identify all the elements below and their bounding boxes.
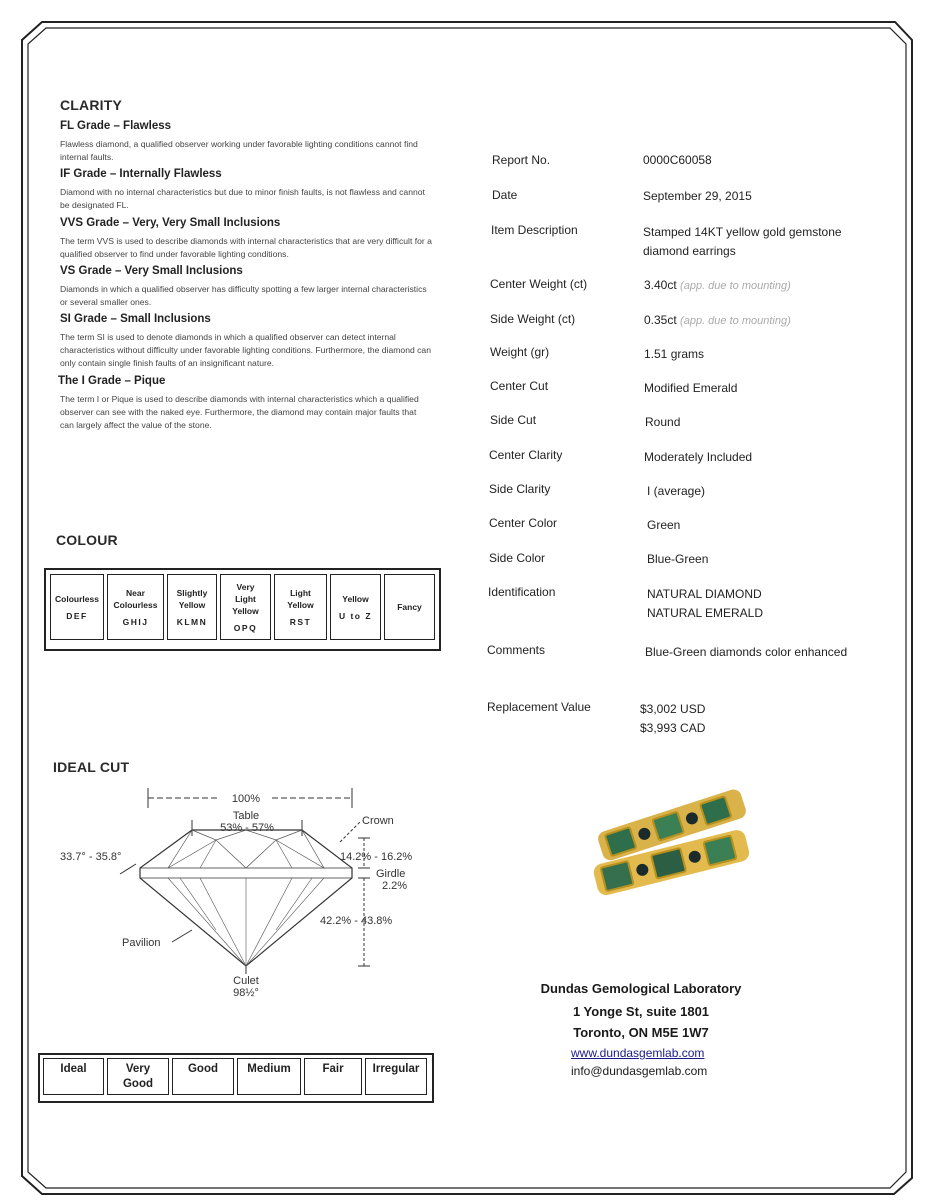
- colour-code: KLMN: [176, 617, 208, 627]
- culet-label: Culet: [233, 975, 259, 987]
- pavilion-depth-label: 42.2% - 43.8%: [320, 915, 393, 927]
- cut-grade-medium: Medium: [237, 1058, 301, 1095]
- center-weight-note: (app. due to mounting): [680, 280, 791, 292]
- side-weight-value: 0.35ct: [644, 313, 677, 327]
- earrings-photo: [580, 785, 760, 900]
- grade-if-desc: Diamond with no internal characteristics but due to minor finish faults, is not flawless and cannot be designated FL.: [60, 187, 425, 210]
- colour-code: U to Z: [338, 611, 373, 621]
- colour-label: Near Colourless: [113, 588, 158, 610]
- grade-vs-title: VS Grade – Very Small Inclusions: [60, 265, 243, 277]
- field-label-center-clarity: Center Clarity: [489, 448, 563, 462]
- colour-cell-slightly-yellow: [167, 574, 217, 640]
- field-label-side-cut: Side Cut: [490, 413, 537, 427]
- field-value-side-cut: Round: [645, 415, 681, 429]
- side-weight-note: (app. due to mounting): [680, 315, 791, 327]
- field-value-side-color: Blue-Green: [647, 552, 709, 566]
- grade-i-desc: The term I or Pique is used to describe diamonds with internal characteristics which a qualified observer can see with the naked eye. Furthermore, the diamond may contain major faults that can largely affect the value of the stone.: [60, 394, 419, 430]
- field-value-side-clarity: I (average): [647, 484, 706, 498]
- lab-address-line1: 1 Yonge St, suite 1801: [572, 1004, 710, 1019]
- table-range-label: 53% - 57%: [220, 822, 274, 834]
- colour-heading: COLOUR: [56, 532, 118, 548]
- crown-label: Crown: [362, 815, 394, 827]
- field-value-item-description-line2: diamond earrings: [643, 244, 736, 258]
- field-value-center-cut: Modified Emerald: [644, 381, 738, 395]
- cut-grade-very-good-text: Very Good: [122, 1063, 154, 1090]
- cut-grade-irregular: Irregular: [365, 1058, 427, 1095]
- field-label-side-clarity: Side Clarity: [489, 482, 551, 496]
- field-value-identification: NATURAL DIAMOND: [647, 587, 762, 601]
- grade-i-title: The I Grade – Pique: [58, 375, 166, 387]
- field-label-date: Date: [492, 188, 518, 202]
- field-label-center-cut: Center Cut: [490, 379, 549, 393]
- grade-si-title: SI Grade – Small Inclusions: [60, 313, 211, 325]
- grade-if-title: IF Grade – Internally Flawless: [60, 168, 222, 180]
- field-value-identification-line2: NATURAL EMERALD: [647, 606, 764, 620]
- field-label-center-color: Center Color: [489, 516, 558, 530]
- field-value-center-weight: [644, 278, 791, 292]
- colour-grade-table: [44, 568, 441, 651]
- field-value-report-no: 0000C60058: [643, 153, 712, 167]
- colour-code: OPQ: [233, 623, 258, 633]
- colour-label: Colourless: [55, 594, 99, 604]
- lab-name: Dundas Gemological Laboratory: [540, 981, 742, 996]
- grade-vvs-title: VVS Grade – Very, Very Small Inclusions: [60, 217, 281, 229]
- colour-cell-very-light-yellow: [220, 574, 271, 640]
- pavilion-label: Pavilion: [122, 937, 161, 949]
- cut-grade-ideal: Ideal: [43, 1058, 104, 1095]
- colour-cell-fancy: [384, 574, 435, 640]
- ideal-cut-heading: IDEAL CUT: [53, 759, 130, 775]
- cut-grade-fair: Fair: [304, 1058, 362, 1095]
- culet-angle-label: 98½°: [233, 987, 259, 999]
- colour-cell-colourless: [50, 574, 104, 640]
- field-label-comments: Comments: [487, 643, 546, 657]
- colour-code: DEF: [66, 611, 88, 621]
- field-label-side-weight: Side Weight (ct): [490, 312, 576, 326]
- field-value-replacement-cad: $3,993 CAD: [640, 721, 706, 735]
- width-label: 100%: [231, 793, 261, 805]
- colour-label: Slightly Yellow: [176, 588, 208, 610]
- table-label: Table: [232, 810, 260, 822]
- grade-si-desc: The term SI is used to denote diamonds in which a qualified observer can detect internal characteristics without difficulty under favorable lighting conditions. Furthermore, the diamond can only contain single finish faults of an insignificant nature.: [60, 332, 431, 368]
- grade-vvs-desc: The term VVS is used to describe diamonds with internal characteristics that are very difficult for a qualified observer to find under favorable lighting conditions.: [60, 236, 432, 259]
- field-value-comments: Blue-Green diamonds color enhanced: [645, 645, 848, 659]
- field-label-item-description: Item Description: [491, 223, 578, 237]
- girdle-label: Girdle: [376, 868, 406, 880]
- colour-cell-light-yellow: [274, 574, 327, 640]
- field-value-center-color: Green: [647, 518, 681, 532]
- grade-vs-desc: Diamonds in which a qualified observer has difficulty spotting a few larger internal characteristics or several smaller ones.: [60, 284, 427, 307]
- center-weight-value: 3.40ct: [644, 278, 677, 292]
- colour-label: Very Light Yellow: [232, 582, 259, 616]
- girdle-value-label: 2.2%: [382, 880, 408, 892]
- cut-grade-table: [38, 1053, 434, 1103]
- lab-email[interactable]: info@dundasgemlab.com: [571, 1064, 708, 1078]
- field-value-weight-gr: 1.51 grams: [644, 347, 705, 361]
- clarity-heading: CLARITY: [60, 97, 123, 113]
- colour-code: GHIJ: [122, 617, 149, 627]
- grade-fl-desc: Flawless diamond, a qualified observer working under favorable lighting conditions cannot find internal faults.: [60, 139, 418, 162]
- cut-grade-good: Good: [172, 1058, 234, 1095]
- lab-website-link[interactable]: www.dundasgemlab.com: [571, 1046, 705, 1060]
- field-label-report-no: Report No.: [492, 153, 551, 167]
- field-label-identification: Identification: [488, 585, 556, 599]
- crown-height-label: 14.2% - 16.2%: [340, 851, 413, 863]
- field-label-side-color: Side Color: [489, 551, 546, 565]
- field-value-side-weight: [644, 313, 791, 327]
- colour-label: Fancy: [397, 602, 422, 612]
- crown-angle-label: 33.7° - 35.8°: [60, 851, 122, 863]
- field-value-center-clarity: Moderately Included: [644, 450, 753, 464]
- grade-fl-title: FL Grade – Flawless: [60, 120, 172, 132]
- colour-label: Light Yellow: [287, 588, 314, 610]
- colour-cell-near-colourless: [107, 574, 164, 640]
- colour-cell-yellow: [330, 574, 381, 640]
- field-value-item-description: Stamped 14KT yellow gold gemstone: [643, 225, 842, 239]
- cut-grade-very-good: [107, 1058, 169, 1095]
- field-label-weight-gr: Weight (gr): [490, 345, 550, 359]
- field-value-date: September 29, 2015: [643, 189, 752, 203]
- field-label-replacement-value: Replacement Value: [487, 700, 591, 714]
- ideal-cut-diagram: [40, 780, 440, 1000]
- field-value-replacement-usd: $3,002 USD: [640, 702, 706, 716]
- colour-label: Yellow: [342, 594, 369, 604]
- lab-address-line2: Toronto, ON M5E 1W7: [573, 1025, 709, 1040]
- colour-code: RST: [289, 617, 312, 627]
- field-label-center-weight: Center Weight (ct): [490, 277, 588, 291]
